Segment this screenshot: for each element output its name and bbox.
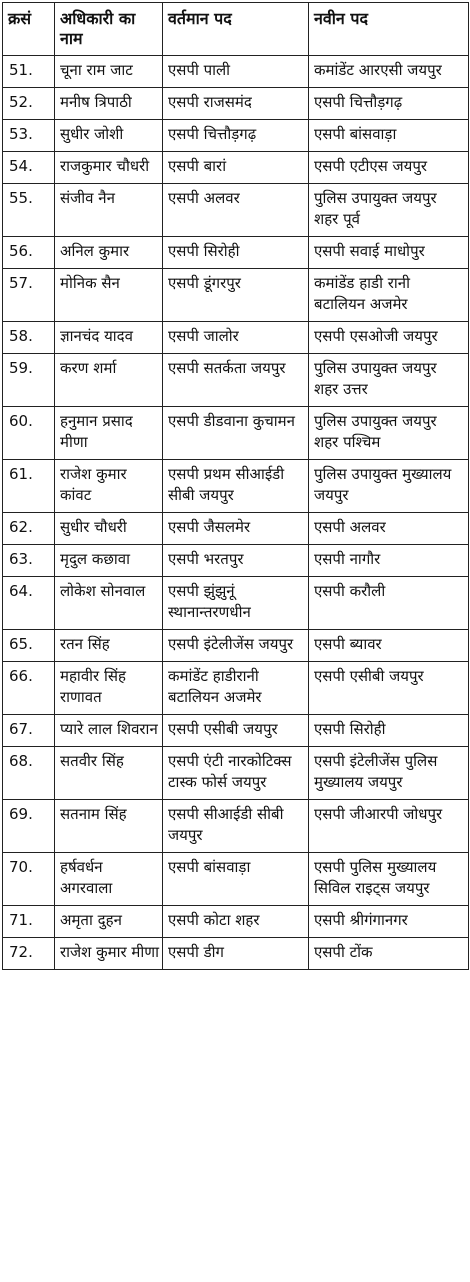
new-post-cell: एसपी सवाई माधोपुर [309, 237, 469, 269]
new-post-cell: पुलिस उपायुक्त जयपुर शहर पूर्व [309, 184, 469, 237]
current-post-cell: एसपी सतर्कता जयपुर [163, 354, 309, 407]
current-post-cell: एसपी एसीबी जयपुर [163, 715, 309, 747]
current-post-cell: एसपी अलवर [163, 184, 309, 237]
current-post-cell: एसपी भरतपुर [163, 545, 309, 577]
table-row [3, 906, 469, 938]
officer-name-cell: महावीर सिंह राणावत [55, 662, 163, 715]
current-post-cell: एसपी डूंगरपुर [163, 269, 309, 322]
new-post-cell: कमांडेंट आरएसी जयपुर [309, 56, 469, 88]
new-post-cell: एसपी ब्यावर [309, 630, 469, 662]
current-post-cell: एसपी जालोर [163, 322, 309, 354]
new-post-cell: एसपी इंटेलीजेंस पुलिस मुख्यालय जयपुर [309, 747, 469, 800]
new-post-cell: पुलिस उपायुक्त जयपुर शहर उत्तर [309, 354, 469, 407]
serial-cell: 58. [3, 322, 55, 354]
officer-name-cell: सुधीर जोशी [55, 120, 163, 152]
serial-cell: 60. [3, 407, 55, 460]
table-row [3, 322, 469, 354]
current-post-cell: एसपी एंटी नारकोटिक्स टास्क फोर्स जयपुर [163, 747, 309, 800]
table-row [3, 715, 469, 747]
serial-cell: 61. [3, 460, 55, 513]
serial-cell: 72. [3, 938, 55, 970]
current-post-cell: एसपी झुंझुनूं स्थानान्तरणधीन [163, 577, 309, 630]
new-post-cell: एसपी अलवर [309, 513, 469, 545]
current-post-cell: एसपी डीडवाना कुचामन [163, 407, 309, 460]
table-row [3, 88, 469, 120]
new-post-cell: कमांडेंड हाडी रानी बटालियन अजमेर [309, 269, 469, 322]
table-row [3, 938, 469, 970]
officer-name-cell: राजेश कुमार मीणा [55, 938, 163, 970]
serial-cell: 63. [3, 545, 55, 577]
table-row [3, 407, 469, 460]
new-post-cell: एसपी जीआरपी जोधपुर [309, 800, 469, 853]
serial-cell: 51. [3, 56, 55, 88]
serial-cell: 69. [3, 800, 55, 853]
officer-name-cell: सुधीर चौधरी [55, 513, 163, 545]
current-post-cell: एसपी पाली [163, 56, 309, 88]
officer-name-cell: सतनाम सिंह [55, 800, 163, 853]
serial-cell: 64. [3, 577, 55, 630]
current-post-cell: एसपी इंटेलीजेंस जयपुर [163, 630, 309, 662]
table-row [3, 662, 469, 715]
serial-cell: 56. [3, 237, 55, 269]
current-post-cell: एसपी जैसलमेर [163, 513, 309, 545]
serial-cell: 66. [3, 662, 55, 715]
current-post-cell: एसपी बांसवाड़ा [163, 853, 309, 906]
serial-cell: 57. [3, 269, 55, 322]
serial-cell: 70. [3, 853, 55, 906]
transfer-table [2, 2, 469, 970]
current-post-cell: कमांडेंट हाडीरानी बटालियन अजमेर [163, 662, 309, 715]
current-post-cell: एसपी बारां [163, 152, 309, 184]
new-post-cell: एसपी नागौर [309, 545, 469, 577]
table-row [3, 545, 469, 577]
current-post-cell: एसपी चित्तौड़गढ़ [163, 120, 309, 152]
new-post-cell: एसपी श्रीगंगानगर [309, 906, 469, 938]
new-post-cell: एसपी एसीबी जयपुर [309, 662, 469, 715]
serial-cell: 52. [3, 88, 55, 120]
header-new-post: नवीन पद [309, 3, 469, 56]
officer-name-cell: रतन सिंह [55, 630, 163, 662]
officer-name-cell: मोनिक सैन [55, 269, 163, 322]
officer-name-cell: लोकेश सोनवाल [55, 577, 163, 630]
table-row [3, 120, 469, 152]
officer-name-cell: राजेश कुमार कांवट [55, 460, 163, 513]
serial-cell: 67. [3, 715, 55, 747]
serial-cell: 62. [3, 513, 55, 545]
current-post-cell: एसपी राजसमंद [163, 88, 309, 120]
table-row [3, 354, 469, 407]
officer-name-cell: राजकुमार चौधरी [55, 152, 163, 184]
serial-cell: 54. [3, 152, 55, 184]
current-post-cell: एसपी सीआईडी सीबी जयपुर [163, 800, 309, 853]
serial-cell: 55. [3, 184, 55, 237]
officer-name-cell: संजीव नैन [55, 184, 163, 237]
table-row [3, 184, 469, 237]
header-current-post: वर्तमान पद [163, 3, 309, 56]
table-row [3, 237, 469, 269]
new-post-cell: पुलिस उपायुक्त मुख्यालय जयपुर [309, 460, 469, 513]
new-post-cell: एसपी सिरोही [309, 715, 469, 747]
officer-name-cell: मनीष त्रिपाठी [55, 88, 163, 120]
current-post-cell: एसपी डीग [163, 938, 309, 970]
officer-name-cell: सतवीर सिंह [55, 747, 163, 800]
table-row [3, 513, 469, 545]
table-row [3, 577, 469, 630]
new-post-cell: एसपी बांसवाड़ा [309, 120, 469, 152]
serial-cell: 68. [3, 747, 55, 800]
officer-name-cell: ज्ञानचंद यादव [55, 322, 163, 354]
table-row [3, 800, 469, 853]
new-post-cell: एसपी करौली [309, 577, 469, 630]
serial-cell: 65. [3, 630, 55, 662]
officer-name-cell: प्यारे लाल शिवरान [55, 715, 163, 747]
table-row [3, 56, 469, 88]
current-post-cell: एसपी प्रथम सीआईडी सीबी जयपुर [163, 460, 309, 513]
table-row [3, 630, 469, 662]
new-post-cell: एसपी टोंक [309, 938, 469, 970]
serial-cell: 53. [3, 120, 55, 152]
table-row [3, 269, 469, 322]
new-post-cell: एसपी पुलिस मुख्यालय सिविल राइट्स जयपुर [309, 853, 469, 906]
new-post-cell: एसपी एटीएस जयपुर [309, 152, 469, 184]
table-row [3, 853, 469, 906]
officer-name-cell: हनुमान प्रसाद मीणा [55, 407, 163, 460]
current-post-cell: एसपी सिरोही [163, 237, 309, 269]
serial-cell: 71. [3, 906, 55, 938]
officer-name-cell: अनिल कुमार [55, 237, 163, 269]
header-officer-name: अधिकारी का नाम [55, 3, 163, 56]
table-row [3, 460, 469, 513]
officer-name-cell: करण शर्मा [55, 354, 163, 407]
officer-name-cell: मृदुल कछावा [55, 545, 163, 577]
new-post-cell: एसपी चित्तौड़गढ़ [309, 88, 469, 120]
officer-name-cell: चूना राम जाट [55, 56, 163, 88]
header-row [3, 3, 469, 56]
table-row [3, 747, 469, 800]
new-post-cell: पुलिस उपायुक्त जयपुर शहर पश्चिम [309, 407, 469, 460]
header-serial: क्रसं [3, 3, 55, 56]
serial-cell: 59. [3, 354, 55, 407]
officer-name-cell: अमृता दुहन [55, 906, 163, 938]
officer-name-cell: हर्षवर्धन अगरवाला [55, 853, 163, 906]
current-post-cell: एसपी कोटा शहर [163, 906, 309, 938]
new-post-cell: एसपी एसओजी जयपुर [309, 322, 469, 354]
table-row [3, 152, 469, 184]
